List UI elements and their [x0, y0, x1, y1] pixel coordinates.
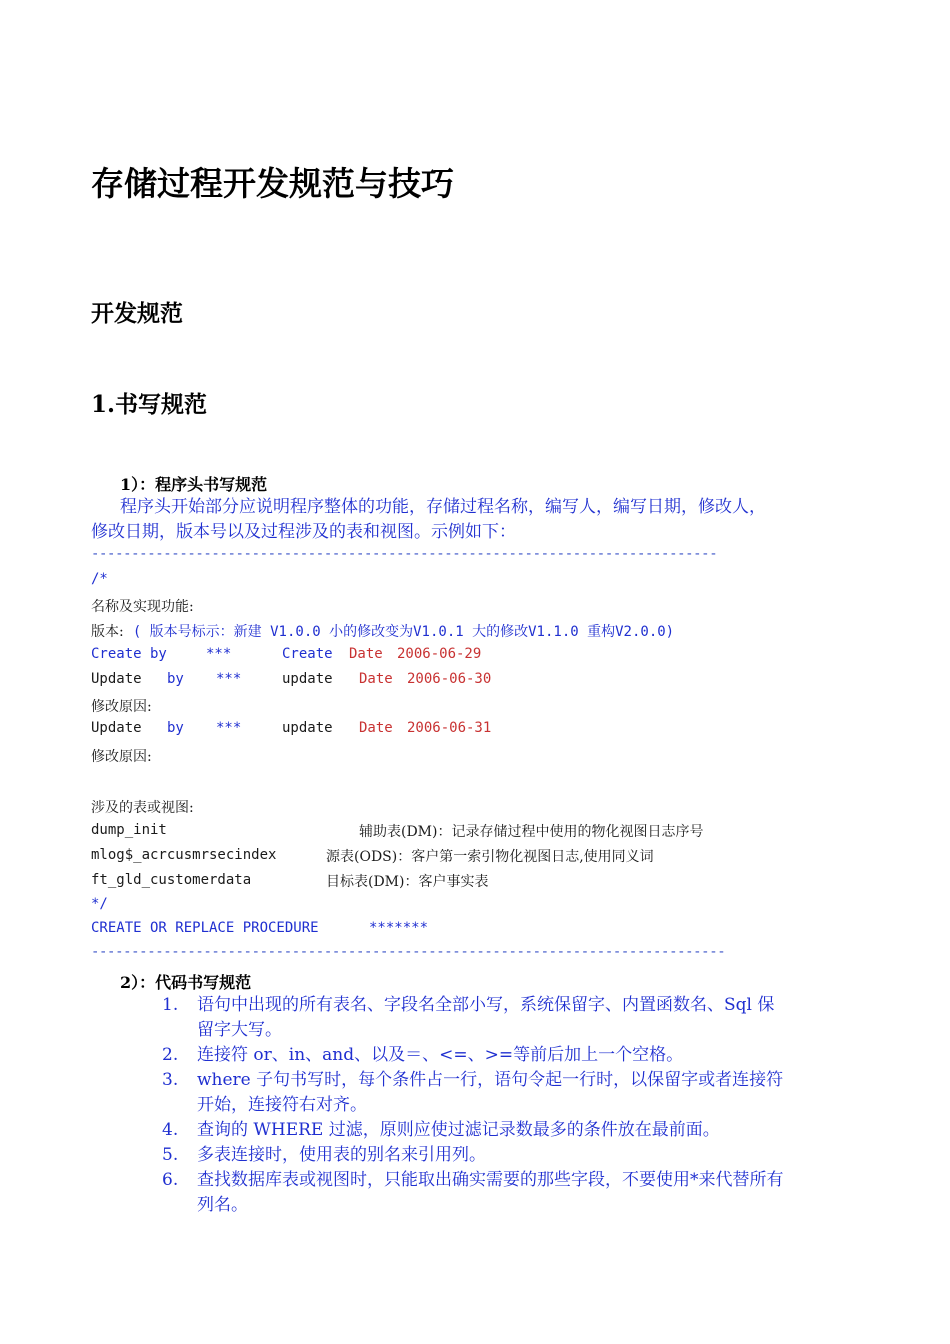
- part1-paragraph-line2: 修改日期，版本号以及过程涉及的表和视图。示例如下：: [91, 522, 516, 542]
- document-title: 存储过程开发规范与技巧: [91, 164, 454, 203]
- version-text: ( 版本号标示：新建 V1.0.0 小的修改变为V1.0.1 大的修改V1.1.0 重构V2.0.0): [132, 624, 675, 640]
- list-item-line1: 查询的 WHERE 过滤，原则应使过滤记录数最多的条件放在最前面。: [197, 1120, 720, 1140]
- table-description: 辅助表(DM)：记录存储过程中使用的物化视图日志序号: [359, 824, 704, 840]
- list-item: [160, 1143, 880, 1168]
- create-date-value: 2006-06-29: [397, 646, 482, 662]
- update2-by: by: [167, 720, 184, 736]
- name-function-label: 名称及实现功能:: [91, 599, 194, 615]
- update1-date-keyword: Date: [359, 671, 393, 687]
- list-item-number: 6.: [162, 1170, 179, 1190]
- update2-stars: ***: [216, 720, 242, 736]
- create-procedure-statement: CREATE OR REPLACE PROCEDURE: [91, 920, 319, 936]
- list-item: [160, 1168, 880, 1218]
- list-item-number: 5.: [162, 1145, 179, 1165]
- update1-stars: ***: [216, 671, 242, 687]
- version-line: [91, 621, 674, 641]
- part1-heading: 1）：程序头书写规范: [120, 475, 268, 494]
- list-item-line1: 连接符 or、in、and、以及＝、<=、>=等前后加上一个空格。: [197, 1045, 684, 1065]
- table-description: 目标表(DM)：客户事实表: [326, 874, 489, 890]
- create-date-keyword: Date: [349, 646, 383, 662]
- list-item-line1: where 子句书写时，每个条件占一行，语句令起一行时，以保留字或者连接符: [197, 1070, 784, 1090]
- table-description: 源表(ODS)：客户第一索引物化视图日志,使用同义词: [326, 849, 654, 865]
- update1-by: by: [167, 671, 184, 687]
- list-item-number: 2.: [162, 1045, 179, 1065]
- section-heading: 开发规范: [91, 300, 183, 327]
- comment-close: */: [91, 896, 108, 912]
- create-by-keyword: Create by: [91, 646, 167, 662]
- update1-kw2: update: [282, 671, 333, 687]
- table-name: mlog$_acrcusmrsecindex: [91, 847, 277, 863]
- list-item-line1: 查找数据库表或视图时，只能取出确实需要的那些字段，不要使用*来代替所有: [197, 1170, 784, 1190]
- version-label: 版本:: [91, 624, 124, 640]
- update2-kw2: update: [282, 720, 333, 736]
- list-item-number: 3.: [162, 1070, 179, 1090]
- list-item-line2: 留字大写。: [197, 1020, 282, 1040]
- create-by-stars: ***: [206, 646, 232, 662]
- list-item-line1: 语句中出现的所有表名、字段名全部小写，系统保留字、内置函数名、Sql 保: [197, 995, 775, 1015]
- modify-reason-2: 修改原因:: [91, 749, 152, 765]
- part1-paragraph-line1: 程序头开始部分应说明程序整体的功能，存储过程名称，编写人，编写日期，修改人，: [120, 497, 766, 517]
- divider-top: ------------------------------------------------------------------------------: [91, 546, 718, 562]
- table-name: dump_init: [91, 822, 167, 838]
- table-name: ft_gld_customerdata: [91, 872, 252, 888]
- list-item-number: 4.: [162, 1120, 179, 1140]
- tables-label: 涉及的表或视图:: [91, 800, 194, 816]
- list-item-line1: 多表连接时，使用表的别名来引用列。: [197, 1145, 486, 1165]
- list-item: [160, 1118, 880, 1143]
- update2-date-keyword: Date: [359, 720, 393, 736]
- update2-keyword: Update: [91, 720, 142, 736]
- list-item: [160, 1043, 880, 1068]
- list-item-line2: 开始，连接符右对齐。: [197, 1095, 367, 1115]
- list-item: [160, 1068, 880, 1118]
- subsection-heading: 1.书写规范: [91, 391, 208, 418]
- coding-rules-list: [160, 993, 880, 1218]
- update2-date-value: 2006-06-31: [407, 720, 492, 736]
- list-item: [160, 993, 880, 1043]
- modify-reason-1: 修改原因:: [91, 699, 152, 715]
- list-item-line2: 列名。: [197, 1195, 248, 1215]
- comment-open: /*: [91, 571, 108, 587]
- create-keyword: Create: [282, 646, 333, 662]
- part2-heading: 2）：代码书写规范: [120, 973, 252, 992]
- list-item-number: 1.: [162, 995, 179, 1015]
- update1-date-value: 2006-06-30: [407, 671, 492, 687]
- update1-keyword: Update: [91, 671, 142, 687]
- divider-bottom: -------------------------------------------------------------------------------: [91, 944, 726, 960]
- procedure-name-stars: *******: [369, 920, 429, 936]
